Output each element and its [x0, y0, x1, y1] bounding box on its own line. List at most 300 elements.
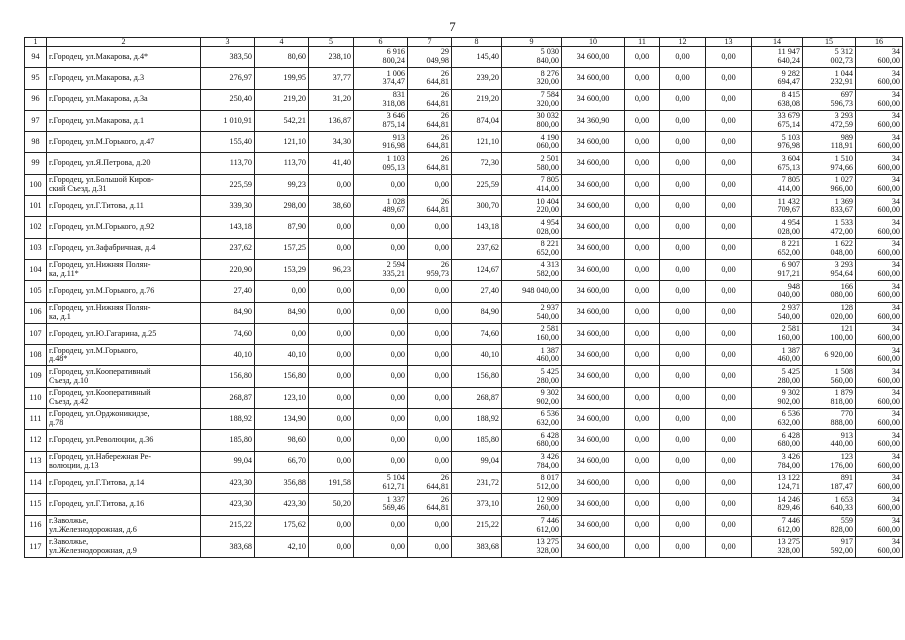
value-cell: 3 604 675,13 — [752, 153, 803, 174]
value-cell: 0,00 — [660, 345, 706, 366]
value-cell: 34 600,00 — [562, 515, 625, 536]
value-cell: 0,00 — [408, 217, 452, 238]
value-cell: 34 600,00 — [562, 89, 625, 110]
table-row — [25, 515, 903, 536]
value-cell: 0,00 — [660, 323, 706, 344]
address-cell: г.Заволжье, ул.Железнодорожная, д.9 — [47, 536, 201, 557]
address-cell: г.Городец, ул.Макарова, д.3а — [47, 89, 201, 110]
value-cell: 188,92 — [452, 409, 502, 430]
value-cell: 34 600,00 — [856, 494, 903, 515]
value-cell: 0,00 — [309, 323, 354, 344]
value-cell: 26 644,81 — [408, 196, 452, 217]
value-cell: 191,58 — [309, 472, 354, 493]
value-cell: 3 646 875,14 — [354, 110, 408, 131]
table-row — [25, 472, 903, 493]
row-number-cell: 109 — [25, 366, 47, 387]
value-cell: 14 246 829,46 — [752, 494, 803, 515]
address-cell: г.Городец, ул.Набережная Ре- волюции, д.13 — [47, 451, 201, 472]
address-cell: г.Городец, ул.М.Горького, д.76 — [47, 281, 201, 302]
value-cell: 40,10 — [201, 345, 255, 366]
value-cell: 0,00 — [706, 196, 752, 217]
value-cell: 0,00 — [309, 430, 354, 451]
value-cell: 38,60 — [309, 196, 354, 217]
value-cell: 423,30 — [201, 472, 255, 493]
value-cell: 26 644,81 — [408, 89, 452, 110]
value-cell: 225,59 — [452, 174, 502, 195]
value-cell: 50,20 — [309, 494, 354, 515]
value-cell: 34 600,00 — [856, 366, 903, 387]
value-cell: 123 176,00 — [803, 451, 856, 472]
value-cell: 34 600,00 — [562, 132, 625, 153]
value-cell: 0,00 — [660, 153, 706, 174]
value-cell: 34 600,00 — [856, 323, 903, 344]
value-cell: 0,00 — [660, 259, 706, 280]
value-cell: 121,10 — [452, 132, 502, 153]
value-cell: 0,00 — [625, 238, 660, 259]
value-cell: 0,00 — [408, 302, 452, 323]
value-cell: 220,90 — [201, 259, 255, 280]
row-number-cell: 113 — [25, 451, 47, 472]
value-cell: 0,00 — [706, 132, 752, 153]
table-row — [25, 132, 903, 153]
value-cell: 34 600,00 — [856, 238, 903, 259]
value-cell: 26 644,81 — [408, 472, 452, 493]
address-cell: г.Городец, ул.М.Горького, д.48* — [47, 345, 201, 366]
value-cell: 34 600,00 — [856, 451, 903, 472]
value-cell: 5 312 002,73 — [803, 47, 856, 68]
value-cell: 237,62 — [452, 238, 502, 259]
value-cell: 40,10 — [255, 345, 309, 366]
value-cell: 989 118,91 — [803, 132, 856, 153]
row-number-cell: 110 — [25, 387, 47, 408]
value-cell: 34 600,00 — [856, 132, 903, 153]
value-cell: 0,00 — [706, 238, 752, 259]
value-cell: 34 600,00 — [562, 536, 625, 557]
row-number-cell: 96 — [25, 89, 47, 110]
value-cell: 0,00 — [706, 430, 752, 451]
value-cell: 8 276 320,00 — [502, 68, 562, 89]
value-cell: 0,00 — [706, 494, 752, 515]
value-cell: 0,00 — [625, 302, 660, 323]
table-row — [25, 409, 903, 430]
value-cell: 145,40 — [452, 47, 502, 68]
value-cell: 0,00 — [706, 472, 752, 493]
value-cell: 34 600,00 — [856, 217, 903, 238]
value-cell: 0,00 — [625, 345, 660, 366]
value-cell: 84,90 — [452, 302, 502, 323]
value-cell: 0,00 — [309, 409, 354, 430]
row-number-cell: 97 — [25, 110, 47, 131]
value-cell: 13 275 328,00 — [752, 536, 803, 557]
value-cell: 0,00 — [660, 281, 706, 302]
value-cell: 231,72 — [452, 472, 502, 493]
value-cell: 0,00 — [309, 451, 354, 472]
value-cell: 11 432 709,67 — [752, 196, 803, 217]
row-number-cell: 103 — [25, 238, 47, 259]
value-cell: 0,00 — [706, 47, 752, 68]
value-cell: 1 027 966,00 — [803, 174, 856, 195]
value-cell: 0,00 — [625, 217, 660, 238]
value-cell: 0,00 — [354, 430, 408, 451]
value-cell: 113,70 — [255, 153, 309, 174]
column-header-11: 11 — [625, 38, 660, 47]
value-cell: 34 600,00 — [562, 302, 625, 323]
value-cell: 0,00 — [625, 110, 660, 131]
value-cell: 13 122 124,71 — [752, 472, 803, 493]
value-cell: 1 103 095,13 — [354, 153, 408, 174]
value-cell: 0,00 — [354, 281, 408, 302]
value-cell: 7 805 414,00 — [502, 174, 562, 195]
value-cell: 2 937 540,00 — [502, 302, 562, 323]
table-row — [25, 196, 903, 217]
value-cell: 276,97 — [201, 68, 255, 89]
value-cell: 34 600,00 — [562, 68, 625, 89]
value-cell: 10 404 220,00 — [502, 196, 562, 217]
address-cell: г.Городец, ул.Зафабричная, д.4 — [47, 238, 201, 259]
value-cell: 0,00 — [660, 536, 706, 557]
table-row — [25, 110, 903, 131]
value-cell: 0,00 — [706, 366, 752, 387]
value-cell: 26 644,81 — [408, 68, 452, 89]
value-cell: 34 600,00 — [562, 174, 625, 195]
value-cell: 0,00 — [660, 238, 706, 259]
value-cell: 0,00 — [706, 68, 752, 89]
table-row — [25, 259, 903, 280]
page-number: 7 — [449, 19, 456, 34]
column-header-8: 8 — [452, 38, 502, 47]
value-cell: 34 600,00 — [856, 68, 903, 89]
table-row — [25, 536, 903, 557]
value-cell: 5 030 840,00 — [502, 47, 562, 68]
value-cell: 0,00 — [354, 345, 408, 366]
value-cell: 1 653 640,33 — [803, 494, 856, 515]
row-number-cell: 102 — [25, 217, 47, 238]
value-cell: 0,00 — [660, 89, 706, 110]
value-cell: 13 275 328,00 — [502, 536, 562, 557]
value-cell: 0,00 — [625, 387, 660, 408]
value-cell: 5 425 280,00 — [752, 366, 803, 387]
value-cell: 0,00 — [660, 451, 706, 472]
value-cell: 0,00 — [625, 472, 660, 493]
value-cell: 1 010,91 — [201, 110, 255, 131]
column-header-6: 6 — [354, 38, 408, 47]
value-cell: 185,80 — [452, 430, 502, 451]
value-cell: 0,00 — [309, 174, 354, 195]
value-cell: 0,00 — [625, 68, 660, 89]
table-row — [25, 366, 903, 387]
value-cell: 121 100,00 — [803, 323, 856, 344]
value-cell: 215,22 — [452, 515, 502, 536]
value-cell: 0,00 — [625, 89, 660, 110]
value-cell: 0,00 — [354, 387, 408, 408]
address-cell: г.Городец, ул.Я.Петрова, д.20 — [47, 153, 201, 174]
value-cell: 8 415 638,08 — [752, 89, 803, 110]
value-cell: 1 337 569,46 — [354, 494, 408, 515]
value-cell: 98,60 — [255, 430, 309, 451]
value-cell: 41,40 — [309, 153, 354, 174]
value-cell: 34 600,00 — [562, 238, 625, 259]
value-cell: 99,04 — [201, 451, 255, 472]
value-cell: 225,59 — [201, 174, 255, 195]
table-row — [25, 387, 903, 408]
value-cell: 40,10 — [452, 345, 502, 366]
column-header-9: 9 — [502, 38, 562, 47]
row-number-cell: 115 — [25, 494, 47, 515]
value-cell: 0,00 — [660, 430, 706, 451]
value-cell: 34 600,00 — [856, 387, 903, 408]
value-cell: 298,00 — [255, 196, 309, 217]
value-cell: 0,00 — [625, 132, 660, 153]
value-cell: 34 600,00 — [562, 451, 625, 472]
value-cell: 26 644,81 — [408, 494, 452, 515]
address-cell: г.Городец, ул.Кооперативный Съезд, д.42 — [47, 387, 201, 408]
value-cell: 8 017 512,00 — [502, 472, 562, 493]
value-cell: 559 828,00 — [803, 515, 856, 536]
table-body — [25, 47, 903, 558]
table-row — [25, 174, 903, 195]
value-cell: 913 440,00 — [803, 430, 856, 451]
value-cell: 356,88 — [255, 472, 309, 493]
value-cell: 6 536 632,00 — [752, 409, 803, 430]
value-cell: 0,00 — [408, 345, 452, 366]
row-number-cell: 107 — [25, 323, 47, 344]
value-cell: 3 293 472,59 — [803, 110, 856, 131]
column-header-3: 3 — [201, 38, 255, 47]
value-cell: 0,00 — [660, 68, 706, 89]
value-cell: 831 318,08 — [354, 89, 408, 110]
value-cell: 29 049,98 — [408, 47, 452, 68]
value-cell: 74,60 — [201, 323, 255, 344]
value-cell: 0,00 — [354, 323, 408, 344]
value-cell: 2 937 540,00 — [752, 302, 803, 323]
value-cell: 4 954 028,00 — [502, 217, 562, 238]
value-cell: 26 644,81 — [408, 132, 452, 153]
value-cell: 0,00 — [660, 217, 706, 238]
value-cell: 42,10 — [255, 536, 309, 557]
value-cell: 34 600,00 — [562, 494, 625, 515]
value-cell: 0,00 — [706, 259, 752, 280]
row-number-cell: 117 — [25, 536, 47, 557]
value-cell: 134,90 — [255, 409, 309, 430]
value-cell: 34 600,00 — [562, 387, 625, 408]
value-cell: 9 302 902,00 — [752, 387, 803, 408]
value-cell: 84,90 — [255, 302, 309, 323]
value-cell: 250,40 — [201, 89, 255, 110]
value-cell: 0,00 — [354, 174, 408, 195]
value-cell: 33 679 675,14 — [752, 110, 803, 131]
value-cell: 96,23 — [309, 259, 354, 280]
value-cell: 34 600,00 — [856, 409, 903, 430]
value-cell: 0,00 — [354, 451, 408, 472]
table-row — [25, 323, 903, 344]
value-cell: 26 959,73 — [408, 259, 452, 280]
value-cell: 0,00 — [706, 323, 752, 344]
value-cell: 0,00 — [706, 281, 752, 302]
row-number-cell: 116 — [25, 515, 47, 536]
value-cell: 948 040,00 — [502, 281, 562, 302]
value-cell: 34 600,00 — [856, 536, 903, 557]
address-cell: г.Городец, ул.Нижняя Полян- ка, д.11* — [47, 259, 201, 280]
value-cell: 239,20 — [452, 68, 502, 89]
value-cell: 4 190 060,00 — [502, 132, 562, 153]
value-cell: 0,00 — [625, 366, 660, 387]
address-cell: г.Городец, ул.Большой Киров- ский Съезд, д.31 — [47, 174, 201, 195]
value-cell: 6 428 680,00 — [502, 430, 562, 451]
value-cell: 0,00 — [408, 536, 452, 557]
value-cell: 423,30 — [201, 494, 255, 515]
value-cell: 153,29 — [255, 259, 309, 280]
value-cell: 0,00 — [408, 515, 452, 536]
value-cell: 7 805 414,00 — [752, 174, 803, 195]
value-cell: 0,00 — [309, 345, 354, 366]
value-cell: 0,00 — [354, 238, 408, 259]
value-cell: 5 425 280,00 — [502, 366, 562, 387]
value-cell: 11 947 640,24 — [752, 47, 803, 68]
value-cell: 5 103 976,98 — [752, 132, 803, 153]
address-cell: г.Городец, ул.Революции, д.36 — [47, 430, 201, 451]
column-header-15: 15 — [803, 38, 856, 47]
column-header-7: 7 — [408, 38, 452, 47]
value-cell: 0,00 — [408, 409, 452, 430]
value-cell: 237,62 — [201, 238, 255, 259]
row-number-cell: 98 — [25, 132, 47, 153]
value-cell: 1 387 460,00 — [752, 345, 803, 366]
value-cell: 72,30 — [452, 153, 502, 174]
value-cell: 34 600,00 — [562, 430, 625, 451]
value-cell: 0,00 — [408, 281, 452, 302]
value-cell: 0,00 — [706, 302, 752, 323]
row-number-cell: 105 — [25, 281, 47, 302]
value-cell: 0,00 — [660, 515, 706, 536]
value-cell: 0,00 — [706, 536, 752, 557]
value-cell: 0,00 — [706, 153, 752, 174]
row-number-cell: 101 — [25, 196, 47, 217]
value-cell: 188,92 — [201, 409, 255, 430]
value-cell: 1 044 232,91 — [803, 68, 856, 89]
value-cell: 0,00 — [706, 345, 752, 366]
row-number-cell: 106 — [25, 302, 47, 323]
value-cell: 913 916,98 — [354, 132, 408, 153]
address-cell: г.Городец, ул.Макарова, д.3 — [47, 68, 201, 89]
value-cell: 0,00 — [354, 515, 408, 536]
value-cell: 0,00 — [660, 132, 706, 153]
value-cell: 34 600,00 — [856, 153, 903, 174]
address-cell: г.Городец, ул.М.Горького, д.92 — [47, 217, 201, 238]
value-cell: 6 916 800,24 — [354, 47, 408, 68]
column-header-2: 2 — [47, 38, 201, 47]
value-cell: 215,22 — [201, 515, 255, 536]
value-cell: 0,00 — [706, 217, 752, 238]
address-cell: г.Городец, ул.Кооперативный Съезд, д.10 — [47, 366, 201, 387]
table-row — [25, 494, 903, 515]
table-row — [25, 217, 903, 238]
value-cell: 0,00 — [706, 515, 752, 536]
value-cell: 124,67 — [452, 259, 502, 280]
value-cell: 34 600,00 — [562, 259, 625, 280]
value-cell: 0,00 — [354, 302, 408, 323]
value-cell: 874,04 — [452, 110, 502, 131]
value-cell: 27,40 — [452, 281, 502, 302]
value-cell: 0,00 — [625, 515, 660, 536]
value-cell: 3 426 784,00 — [502, 451, 562, 472]
value-cell: 0,00 — [408, 323, 452, 344]
value-cell: 0,00 — [660, 494, 706, 515]
value-cell: 175,62 — [255, 515, 309, 536]
value-cell: 0,00 — [625, 494, 660, 515]
value-cell: 697 596,73 — [803, 89, 856, 110]
value-cell: 0,00 — [625, 47, 660, 68]
value-cell: 87,90 — [255, 217, 309, 238]
value-cell: 268,87 — [452, 387, 502, 408]
column-header-16: 16 — [856, 38, 903, 47]
table-row — [25, 302, 903, 323]
value-cell: 917 592,00 — [803, 536, 856, 557]
value-cell: 34 600,00 — [856, 430, 903, 451]
value-cell: 34 600,00 — [856, 302, 903, 323]
value-cell: 0,00 — [625, 259, 660, 280]
table-row — [25, 430, 903, 451]
value-cell: 30 032 800,00 — [502, 110, 562, 131]
row-number-cell: 95 — [25, 68, 47, 89]
address-cell: г.Заволжье, ул.Железнодорожная, д.6 — [47, 515, 201, 536]
value-cell: 7 584 320,00 — [502, 89, 562, 110]
value-cell: 34 600,00 — [562, 409, 625, 430]
value-cell: 156,80 — [255, 366, 309, 387]
value-cell: 2 581 160,00 — [752, 323, 803, 344]
value-cell: 1 369 833,67 — [803, 196, 856, 217]
value-cell: 9 282 694,47 — [752, 68, 803, 89]
value-cell: 1 508 560,00 — [803, 366, 856, 387]
column-header-10: 10 — [562, 38, 625, 47]
address-cell: г.Городец, ул.Нижняя Полян- ка, д.1 — [47, 302, 201, 323]
value-cell: 0,00 — [660, 387, 706, 408]
value-cell: 0,00 — [625, 451, 660, 472]
value-cell: 373,10 — [452, 494, 502, 515]
value-cell: 34 600,00 — [856, 47, 903, 68]
value-cell: 0,00 — [660, 302, 706, 323]
value-cell: 1 387 460,00 — [502, 345, 562, 366]
value-cell: 1 533 472,00 — [803, 217, 856, 238]
value-cell: 156,80 — [201, 366, 255, 387]
value-cell: 34 600,00 — [562, 323, 625, 344]
value-cell: 0,00 — [706, 174, 752, 195]
value-cell: 80,60 — [255, 47, 309, 68]
value-cell: 383,50 — [201, 47, 255, 68]
value-cell: 34,30 — [309, 132, 354, 153]
value-cell: 6 428 680,00 — [752, 430, 803, 451]
value-cell: 0,00 — [309, 281, 354, 302]
address-cell: г.Городец, ул.Макарова, д.4* — [47, 47, 201, 68]
value-cell: 0,00 — [660, 174, 706, 195]
value-cell: 383,68 — [201, 536, 255, 557]
table-row — [25, 47, 903, 68]
value-cell: 1 622 048,00 — [803, 238, 856, 259]
value-cell: 8 221 652,00 — [752, 238, 803, 259]
value-cell: 238,10 — [309, 47, 354, 68]
value-cell: 0,00 — [660, 409, 706, 430]
value-cell: 0,00 — [354, 409, 408, 430]
value-cell: 121,10 — [255, 132, 309, 153]
value-cell: 383,68 — [452, 536, 502, 557]
value-cell: 156,80 — [452, 366, 502, 387]
value-cell: 0,00 — [354, 217, 408, 238]
table-row — [25, 153, 903, 174]
value-cell: 74,60 — [452, 323, 502, 344]
value-cell: 4 954 028,00 — [752, 217, 803, 238]
value-cell: 84,90 — [201, 302, 255, 323]
value-cell: 99,04 — [452, 451, 502, 472]
row-number-cell: 112 — [25, 430, 47, 451]
